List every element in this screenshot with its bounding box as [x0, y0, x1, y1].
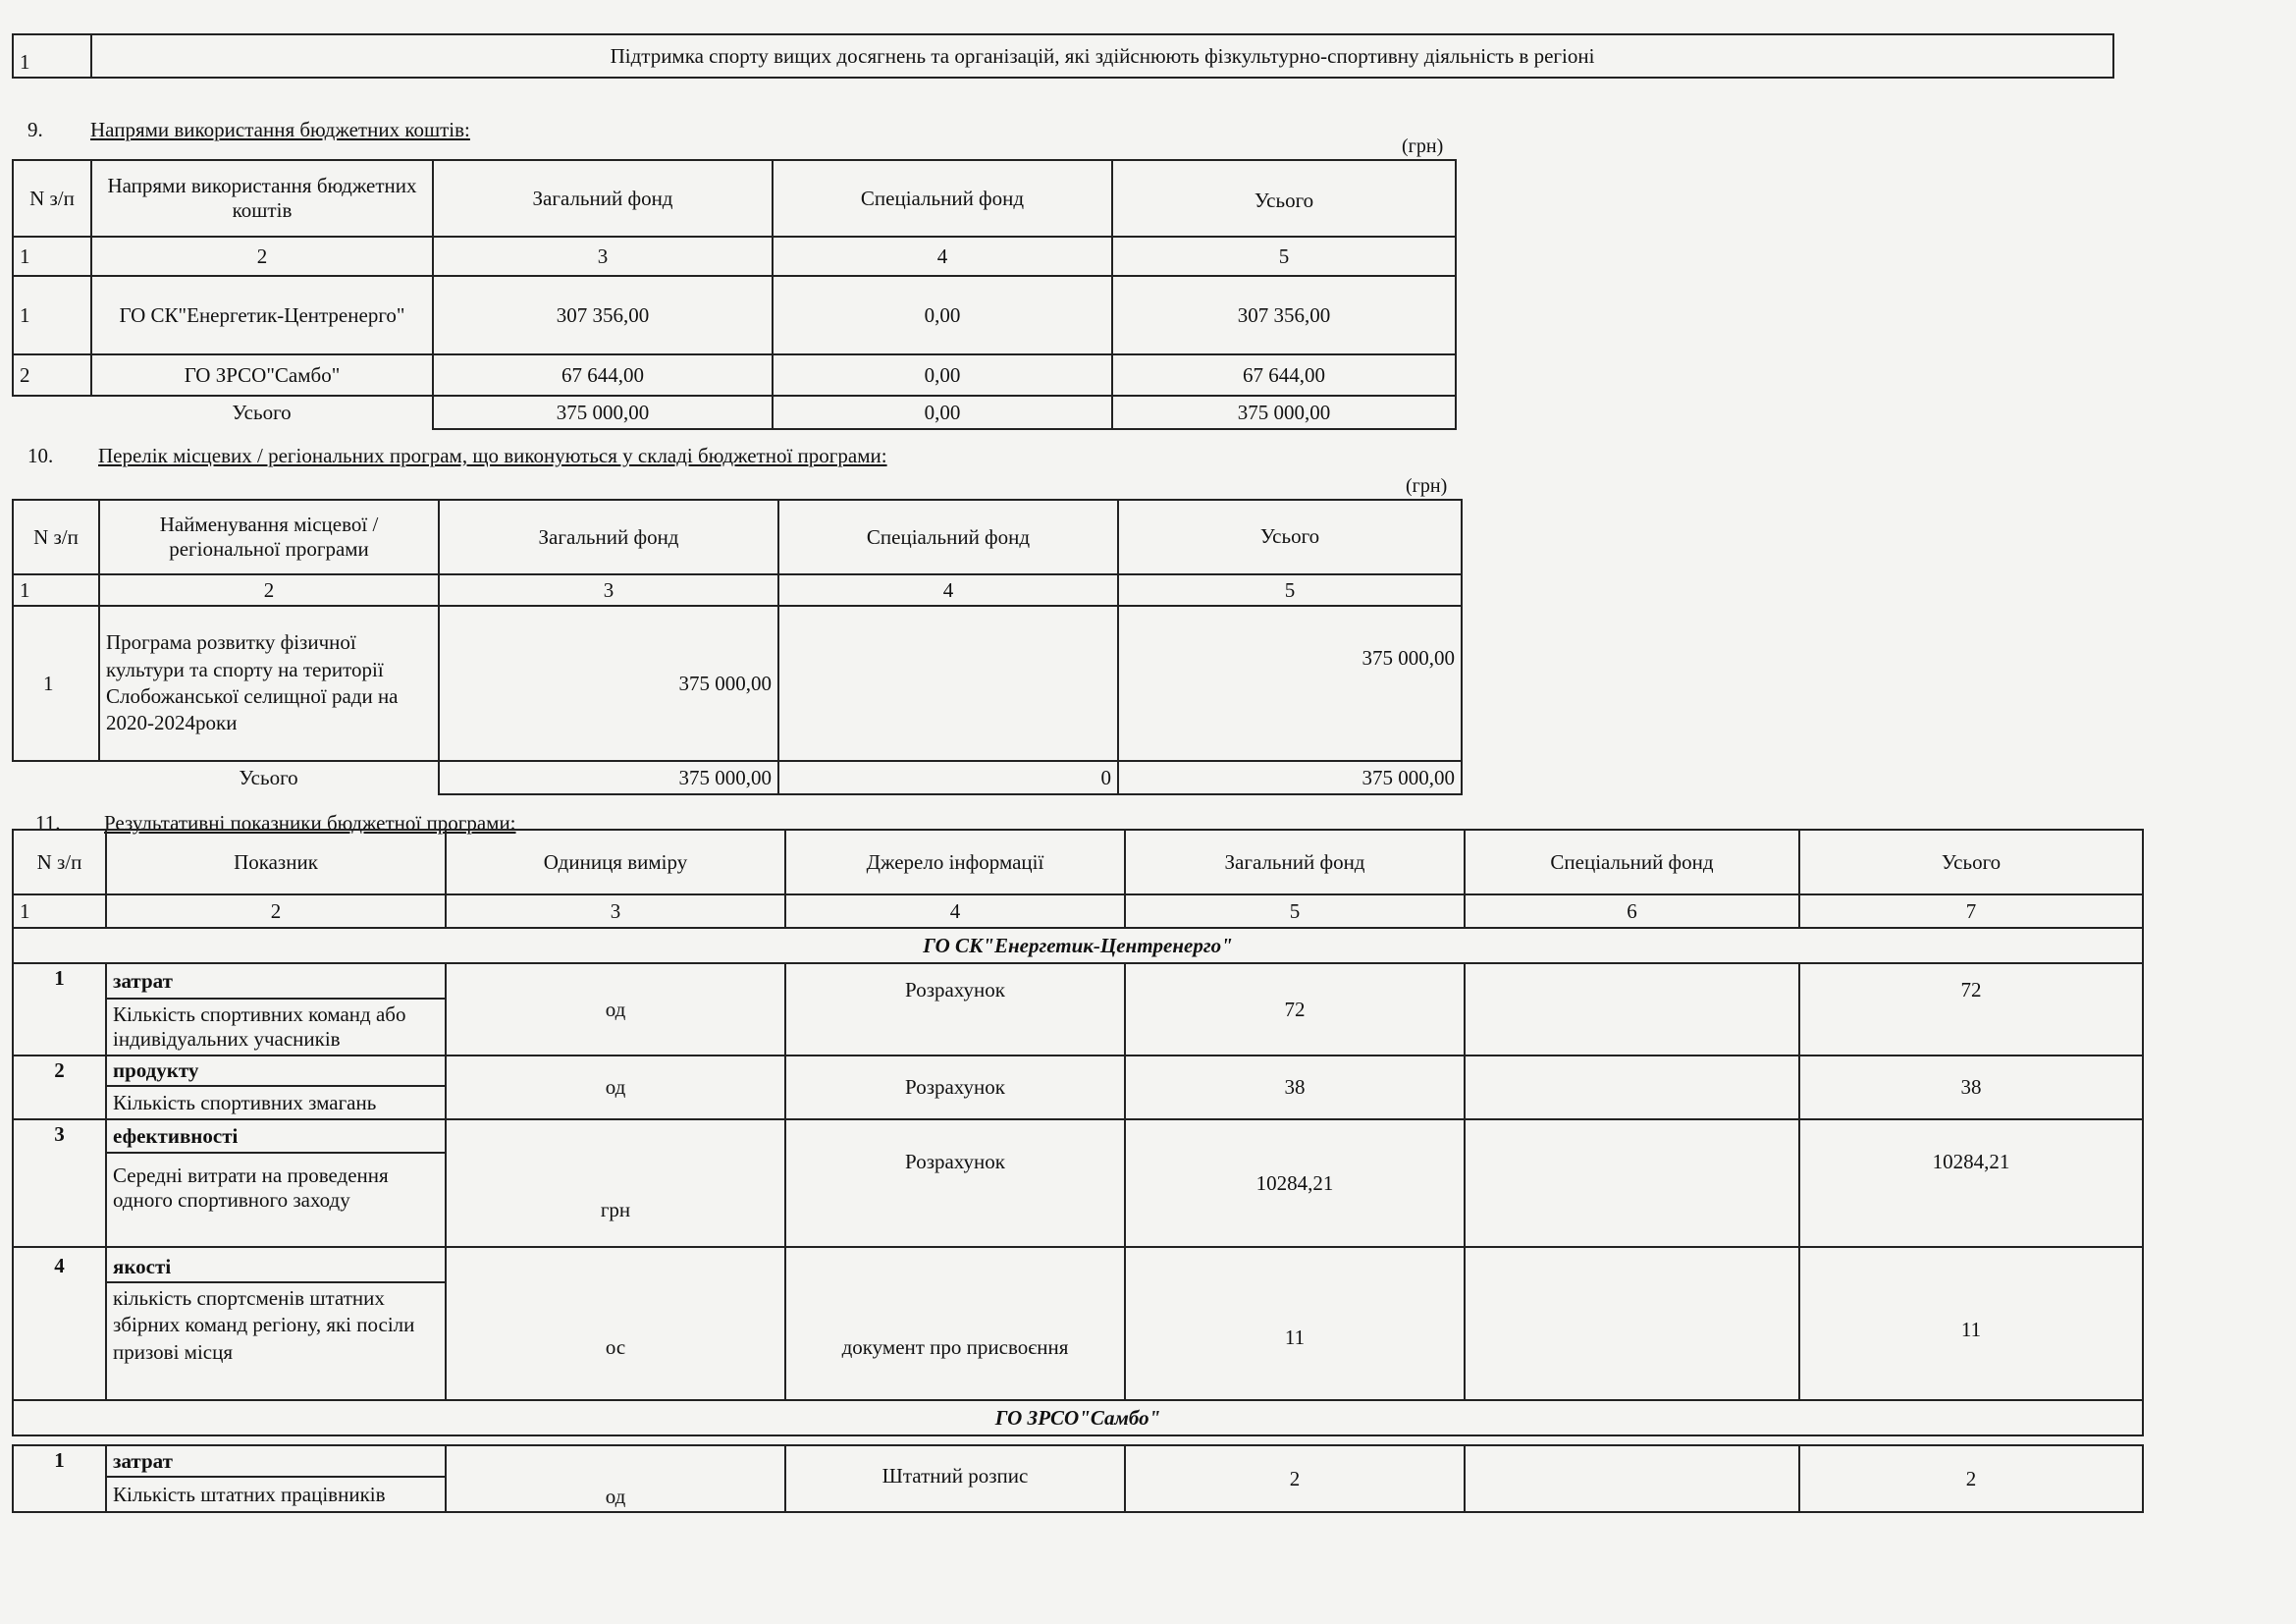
section-9-heading [27, 118, 470, 142]
col-number: 4 [773, 237, 1112, 276]
table-row [13, 354, 1456, 396]
col-header: Спеціальний фонд [773, 160, 1112, 237]
indicator-general: 11 [1125, 1247, 1465, 1400]
indicator-name: Кількість спортивних команд або індивідуальних учасників [106, 999, 446, 1056]
col-number: 2 [106, 894, 446, 928]
indicator-source: Розрахунок [785, 1119, 1125, 1247]
group-name: ГО ЗРСО"Самбо" [13, 1400, 2143, 1435]
col-header: Загальний фонд [439, 500, 778, 574]
row-total: 375 000,00 [1118, 606, 1462, 761]
row-general-fund: 375 000,00 [439, 606, 778, 761]
performance-indicators-table [12, 829, 2144, 1513]
col-header: N з/п [13, 830, 106, 894]
section-number: 10. [27, 444, 54, 467]
section-title: Результативні показники бюджетної програми: [104, 811, 516, 835]
total-sum: 375 000,00 [1112, 396, 1456, 429]
group-row [13, 1400, 2143, 1435]
section-title: Перелік місцевих / регіональних програм, що виконуються у складі бюджетної програми: [98, 444, 887, 467]
indicator-number: 4 [13, 1247, 106, 1400]
indicator-general: 10284,21 [1125, 1119, 1465, 1247]
col-header: Усього [1112, 160, 1456, 237]
indicator-unit: од [446, 1445, 785, 1512]
col-number: 3 [433, 237, 773, 276]
col-number: 5 [1112, 237, 1456, 276]
indicator-name: кількість спортсменів штатних збірних команд регіону, які посіли призові місця [106, 1282, 446, 1400]
indicator-category: продукту [106, 1056, 446, 1086]
group-name: ГО СК"Енергетик-Центренерго" [13, 928, 2143, 963]
table-row [13, 606, 1462, 761]
col-header: Усього [1799, 830, 2143, 894]
col-number: 6 [1465, 894, 1799, 928]
indicator-unit: ос [446, 1247, 785, 1400]
indicator-special [1465, 963, 1799, 1056]
total-row [13, 761, 1462, 794]
section-10-heading [27, 444, 887, 468]
col-header: Одиниця виміру [446, 830, 785, 894]
col-number: 4 [778, 574, 1118, 606]
col-header: Загальний фонд [433, 160, 773, 237]
indicator-category-row [13, 1056, 2143, 1086]
total-general-fund: 375 000,00 [433, 396, 773, 429]
indicator-name: Кількість спортивних змагань [106, 1086, 446, 1119]
indicator-source: документ про присвоєння [785, 1247, 1125, 1400]
col-number: 2 [99, 574, 439, 606]
col-number: 1 [13, 574, 99, 606]
total-sum: 375 000,00 [1118, 761, 1462, 794]
col-header: N з/п [13, 500, 99, 574]
col-header: Усього [1118, 500, 1462, 574]
indicator-source: Штатний розпис [785, 1445, 1125, 1512]
row-total: 67 644,00 [1112, 354, 1456, 396]
col-number: 3 [439, 574, 778, 606]
col-header: Загальний фонд [1125, 830, 1465, 894]
col-number: 5 [1125, 894, 1465, 928]
col-number: 1 [13, 894, 106, 928]
col-header: Напрями використання бюджетних коштів [91, 160, 433, 237]
indicator-source: Розрахунок [785, 963, 1125, 1056]
indicator-name: Середні витрати на проведення одного спортивного заходу [106, 1153, 446, 1247]
indicator-source: Розрахунок [785, 1056, 1125, 1119]
col-header: N з/п [13, 160, 91, 237]
col-number: 2 [91, 237, 433, 276]
indicator-number: 1 [13, 1445, 106, 1512]
col-number: 7 [1799, 894, 2143, 928]
row-number: 1 [13, 276, 91, 354]
row-special-fund: 0,00 [773, 276, 1112, 354]
row-number: 1 [13, 606, 99, 761]
col-header: Спеціальний фонд [778, 500, 1118, 574]
indicator-category-row [13, 1247, 2143, 1282]
total-general-fund: 375 000,00 [439, 761, 778, 794]
row-general-fund: 67 644,00 [433, 354, 773, 396]
col-header: Показник [106, 830, 446, 894]
col-number: 1 [13, 237, 91, 276]
indicator-category: затрат [106, 963, 446, 999]
indicator-total: 2 [1799, 1445, 2143, 1512]
col-header: Спеціальний фонд [1465, 830, 1799, 894]
program-title: Підтримка спорту вищих досягнень та організацій, які здійснюють фізкультурно-спортивну діяльність в регіоні [91, 34, 2113, 78]
row-program-name: Програма розвитку фізичної культури та спорту на території Слобожанської селищної ради на 2020-2024роки [99, 606, 439, 761]
total-special-fund: 0 [778, 761, 1118, 794]
indicator-category-row [13, 1119, 2143, 1153]
col-header: Найменування місцевої / регіональної програми [99, 500, 439, 574]
budget-directions-table [12, 159, 1457, 430]
indicator-unit: грн [446, 1119, 785, 1247]
col-header: Джерело інформації [785, 830, 1125, 894]
indicator-category: затрат [106, 1445, 446, 1477]
indicator-total: 10284,21 [1799, 1119, 2143, 1247]
row-direction: ГО ЗРСО"Самбо" [91, 354, 433, 396]
indicator-number: 2 [13, 1056, 106, 1119]
total-label: Усього [232, 401, 292, 424]
indicator-category: якості [106, 1247, 446, 1282]
indicator-category: ефективності [106, 1119, 446, 1153]
group-row [13, 928, 2143, 963]
indicator-unit: од [446, 963, 785, 1056]
indicator-category-row [13, 963, 2143, 999]
col-number: 5 [1118, 574, 1462, 606]
section-number: 9. [27, 118, 43, 141]
row-total: 307 356,00 [1112, 276, 1456, 354]
indicator-category-row [13, 1445, 2143, 1477]
row-special-fund: 0,00 [773, 354, 1112, 396]
indicator-special [1465, 1056, 1799, 1119]
col-number: 4 [785, 894, 1125, 928]
indicator-total: 38 [1799, 1056, 2143, 1119]
regional-programs-table [12, 499, 1463, 795]
row-general-fund: 307 356,00 [433, 276, 773, 354]
indicator-total: 72 [1799, 963, 2143, 1056]
indicator-general: 38 [1125, 1056, 1465, 1119]
unit-label: (грн) [1406, 475, 1448, 497]
indicator-unit: од [446, 1056, 785, 1119]
indicator-special [1465, 1119, 1799, 1247]
row-number: 2 [13, 354, 91, 396]
total-label: Усього [239, 766, 298, 789]
indicator-name: Кількість штатних працівників [106, 1477, 446, 1512]
indicator-total: 11 [1799, 1247, 2143, 1400]
section-title: Напрями використання бюджетних коштів: [90, 118, 470, 141]
row-direction: ГО СК"Енергетик-Центренерго" [91, 276, 433, 354]
row-special-fund [778, 606, 1118, 761]
total-special-fund: 0,00 [773, 396, 1112, 429]
indicator-number: 1 [13, 963, 106, 1056]
table-row [13, 276, 1456, 354]
col-number: 3 [446, 894, 785, 928]
indicator-general: 72 [1125, 963, 1465, 1056]
program-header-table [12, 33, 2114, 79]
total-row [13, 396, 1456, 429]
indicator-number: 3 [13, 1119, 106, 1247]
indicator-special [1465, 1247, 1799, 1400]
indicator-special [1465, 1445, 1799, 1512]
unit-label: (грн) [1402, 135, 1444, 157]
section-number: 11. [35, 811, 61, 835]
program-number: 1 [13, 34, 91, 78]
indicator-general: 2 [1125, 1445, 1465, 1512]
